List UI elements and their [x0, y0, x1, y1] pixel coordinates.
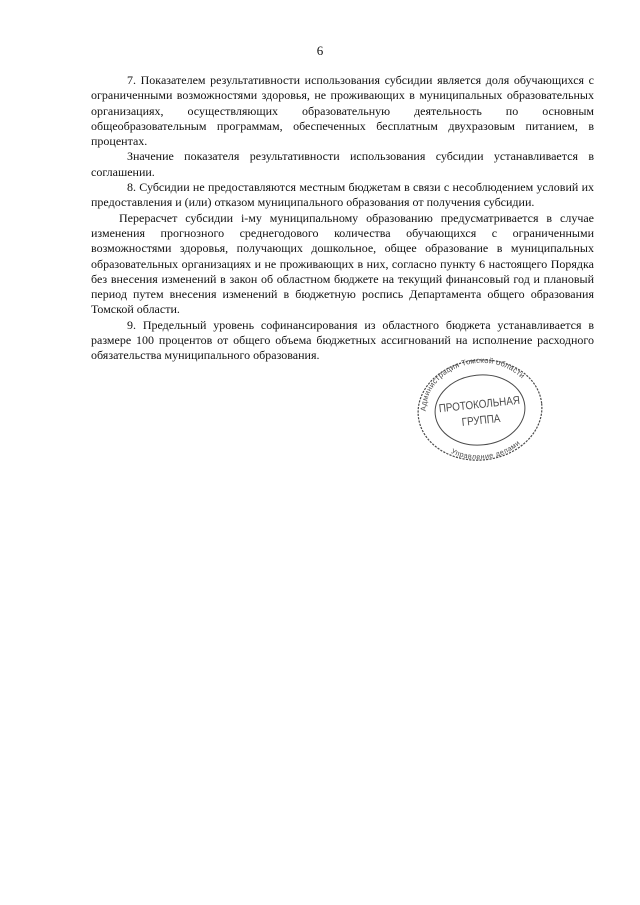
page-number: 6 [316, 43, 324, 58]
stamp-center-line-2: ГРУППА [461, 412, 502, 430]
svg-text:Управление делами [449, 438, 523, 464]
stamp-center-line-1: ПРОТОКОЛЬНАЯ [438, 394, 521, 416]
paragraph-recalculation: Перерасчет субсидии i-му муниципальному образованию предусматривается в случае изменения прогнозного среднегодового количества обучающихся с ограниченными возможностями здоровья, получающих дошкольное, общее образование в муниципальных образовательных организациях и не проживающих в них, согласно пункту 6 настоящего Порядка без внесения изменений в закон об областном бюджете на текущий финансовый год и плановый период путем внесения изменений в бюджетную роспись Департамента общего образования Томской области. [91, 210, 594, 317]
paragraph-9: 9. Предельный уровень софинансирования из областного бюджета устанавливается в размере 100 процентов от общего объема бюджетных ассигнований на исполнение расходного обязательства муниципального образования. [91, 317, 594, 363]
document-body [91, 73, 594, 364]
stamp-top-text: Администрация Томской области [418, 356, 527, 412]
stamp-bottom-text: Управление делами [449, 438, 522, 462]
paragraph-8: 8. Субсидии не предоставляются местным бюджетам в связи с несоблюдением условий их предоставления и (или) отказом муниципального образования от получения субсидии. [91, 180, 594, 210]
protocol-group-stamp [414, 356, 546, 464]
paragraph-7: 7. Показателем результативности использования субсидии является доля обучающихся с ограниченными возможностями здоровья, не проживающих в муниципальных образовательных организациях, осуществляющих образовательную деятельность по основным общеобразовательным программам, обеспеченных бесплатным двухразовым питанием, в процентах. [91, 73, 594, 149]
paragraph-indicator-value: Значение показателя результативности использования субсидии устанавливается в соглашении. [91, 149, 594, 179]
